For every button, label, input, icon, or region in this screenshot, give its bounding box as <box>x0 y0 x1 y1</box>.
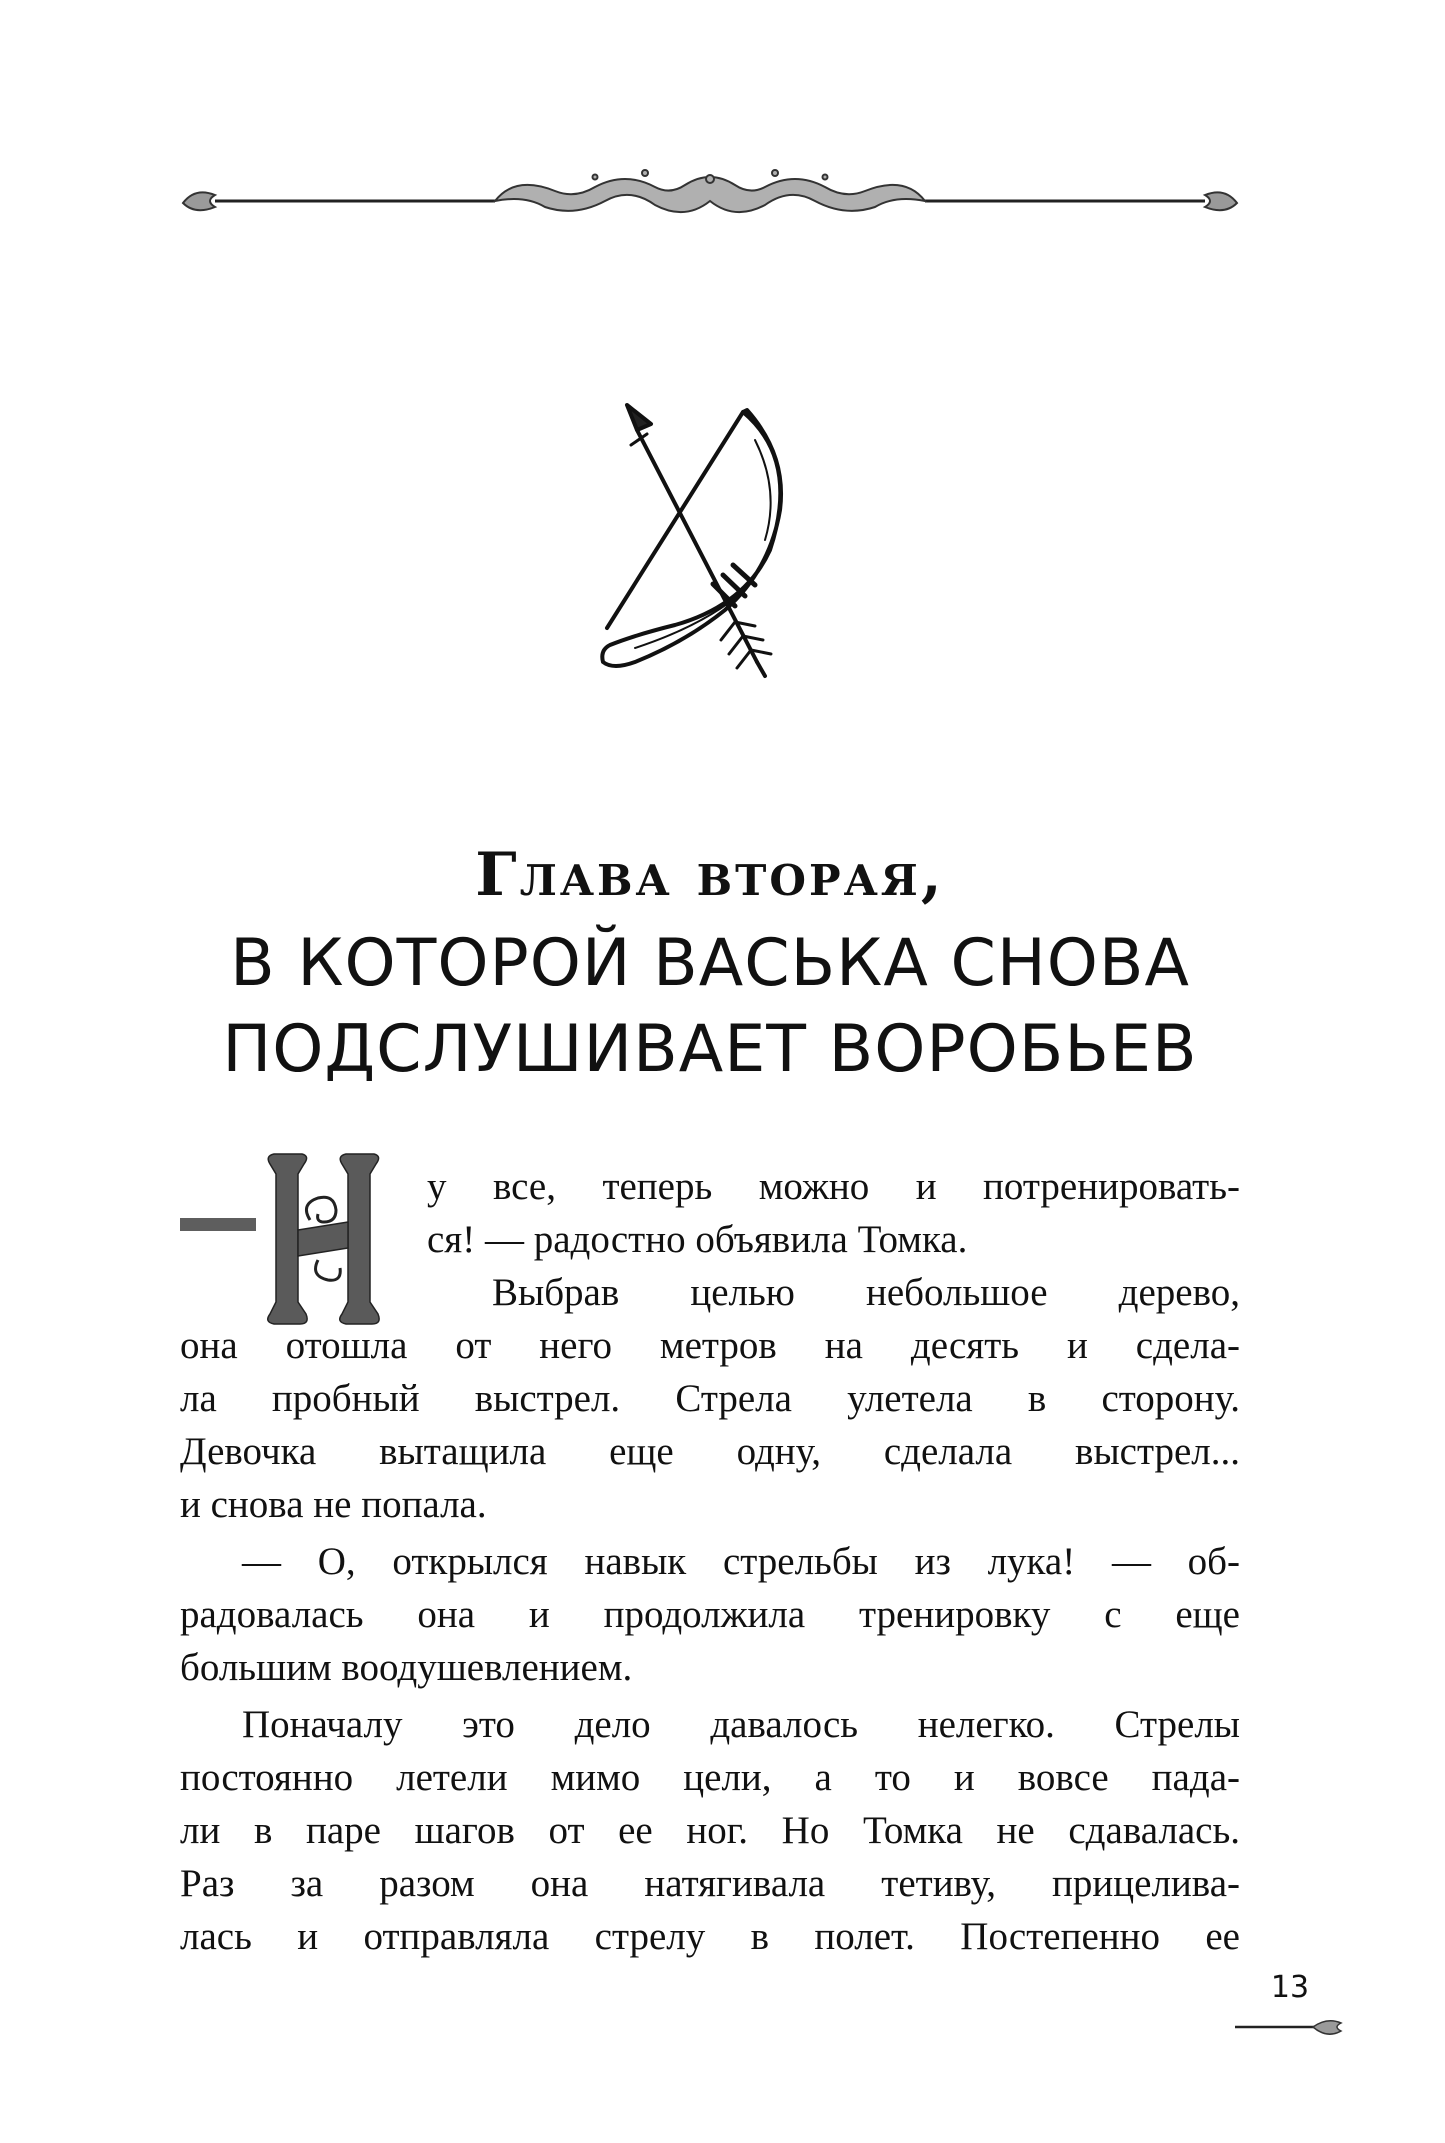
text-line: лась и отправляла стрелу в полет. Постепенно ее <box>180 1915 1240 1958</box>
text-line: Выбрав целью небольшое дерево, <box>492 1271 1240 1314</box>
chapter-title-line: В КОТОРОЙ ВАСЬКА СНОВА <box>230 926 1190 1001</box>
drop-cap-dash <box>180 1218 256 1231</box>
drop-cap-letter <box>260 1152 385 1327</box>
text-line: у все, теперь можно и потренировать- <box>427 1165 1240 1208</box>
page-number: 13 <box>1270 1970 1310 2005</box>
drop-cap-paragraph <box>180 1160 1240 1319</box>
bottom-ornamental-flourish <box>1235 2015 1345 2045</box>
bow-and-arrow-icon <box>595 400 795 680</box>
chapter-title-line: ПОДСЛУШИВАЕТ ВОРОБЬЕВ <box>222 1012 1198 1087</box>
text-line: большим воодушевлением. <box>180 1646 633 1689</box>
text-line: ся! — радостно объявила Томка. <box>427 1218 968 1261</box>
text-line: Девочка вытащила еще одну, сделала выстрел... <box>180 1430 1240 1473</box>
top-ornamental-divider <box>175 165 1245 235</box>
text-line: и снова не попала. <box>180 1483 487 1526</box>
text-line: Поначалу это дело давалось нелегко. Стрелы <box>242 1703 1240 1746</box>
body-text <box>180 1160 1240 1967</box>
chapter-label: Глава вторая, <box>475 840 945 910</box>
text-line: ла пробный выстрел. Стрела улетела в сторону. <box>180 1377 1240 1420</box>
text-line: радовалась она и продолжила тренировку с еще <box>180 1593 1240 1636</box>
text-line: постоянно летели мимо цели, а то и вовсе пада- <box>180 1756 1240 1799</box>
text-line: Раз за разом она натягивала тетиву, прицелива- <box>180 1862 1240 1905</box>
paragraph <box>180 1319 1240 1531</box>
text-line: ли в паре шагов от ее ног. Но Томка не сдавалась. <box>180 1809 1240 1852</box>
paragraph <box>180 1535 1240 1694</box>
chapter-title <box>175 921 1245 1093</box>
text-line: — О, открылся навык стрельбы из лука! — об- <box>242 1540 1240 1583</box>
chapter-heading <box>175 835 1245 1093</box>
text-line: она отошла от него метров на десять и сдела- <box>180 1324 1240 1367</box>
drop-cap-lines <box>427 1160 1240 1319</box>
paragraph <box>180 1698 1240 1963</box>
